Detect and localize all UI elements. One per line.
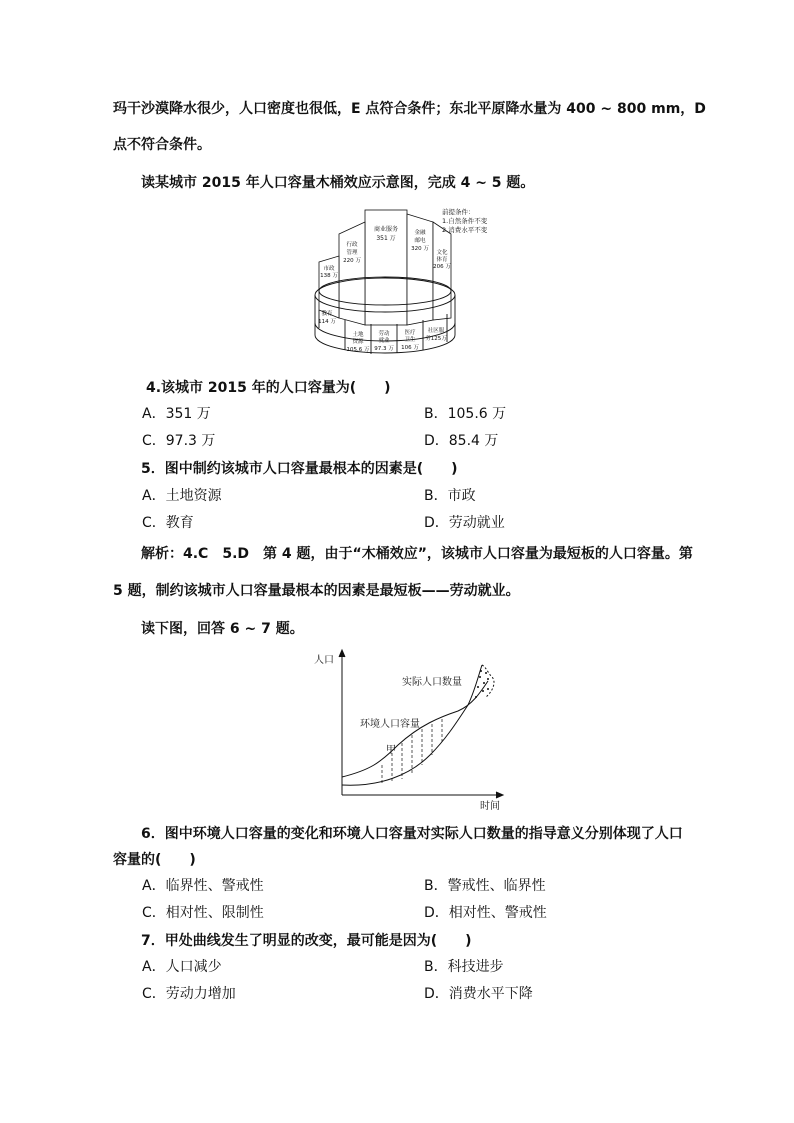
q5-option-d: D．劳动就业 [424, 515, 505, 531]
q6-option-b: B．警戒性、临界性 [424, 878, 546, 894]
q7-stem: 7．甲处曲线发生了明显的改变，最可能是因为( ) [141, 933, 472, 949]
svg-text:医疗: 医疗 [404, 330, 416, 336]
q5-option-b: B．市政 [424, 488, 476, 504]
stave-label-commerce: 商业服务 [373, 226, 399, 233]
stave-value-commerce: 351 万 [376, 235, 396, 242]
svg-text:就业: 就业 [378, 338, 390, 344]
stave-value-admin: 220 万 [343, 258, 361, 264]
premise-title: 前提条件： [442, 208, 475, 216]
q4-stem: 4.该城市 2015 年的人口容量为( ) [146, 380, 391, 396]
analysis-line1: 解析：4.C 5.D 第 4 题，由于“木桶效应”，该城市人口容量为最短板的人口容量。第 [141, 546, 693, 562]
svg-text:卫生: 卫生 [404, 337, 416, 343]
q4-option-b: B．105.6 万 [424, 406, 507, 422]
actual-population-label: 实际人口数量 [402, 677, 462, 688]
q5-option-a: A．土地资源 [142, 488, 222, 504]
svg-text:劳动: 劳动 [378, 331, 390, 337]
svg-text:资源: 资源 [352, 339, 364, 345]
population-graph [310, 645, 520, 815]
svg-text:体育: 体育 [436, 257, 448, 263]
stave-value-medical: 106 万 [401, 345, 419, 351]
env-capacity-label: 环境人口容量 [360, 719, 420, 730]
q5-option-c: C．教育 [142, 515, 194, 531]
q7-option-a: A．人口减少 [142, 959, 222, 975]
q6-stem-line1: 6．图中环境人口容量的变化和环境人口容量对实际人口数量的指导意义分别体现了人口 [141, 826, 683, 842]
q7-option-d: D．消费水平下降 [424, 986, 533, 1002]
q4-option-d: D．85.4 万 [424, 433, 499, 449]
svg-text:管理: 管理 [346, 250, 358, 256]
stave-label-municipal: 市政 [323, 266, 335, 272]
jia-label: 甲 [386, 745, 396, 756]
q6-option-d: D．相对性、警戒性 [424, 905, 547, 921]
q7-option-c: C．劳动力增加 [142, 986, 236, 1002]
svg-text:行政: 行政 [346, 242, 358, 248]
stave-value-land: 105.6 万 [346, 347, 370, 353]
analysis-line2: 5 题，制约该城市人口容量最根本的因素是最短板——劳动就业。 [113, 583, 520, 599]
q6-option-c: C．相对性、限制性 [142, 905, 264, 921]
q5-stem: 5．图中制约该城市人口容量最根本的因素是( ) [141, 461, 458, 477]
svg-text:文化: 文化 [436, 250, 448, 256]
svg-text:土地: 土地 [352, 332, 364, 338]
svg-text:邮电: 邮电 [414, 238, 426, 244]
stave-value-finance: 320 万 [411, 246, 429, 252]
svg-text:社区服: 社区服 [427, 328, 445, 334]
svg-text:金融: 金融 [414, 230, 426, 236]
stave-value-culture: 206 万 [433, 264, 451, 270]
q4-option-c: C．97.3 万 [142, 433, 216, 449]
q6-option-a: A．临界性、警戒性 [142, 878, 264, 894]
intro-q6-7: 读下图，回答 6 ~ 7 题。 [141, 621, 304, 637]
q7-option-b: B．科技进步 [424, 959, 504, 975]
q6-stem-line2: 容量的( ) [113, 852, 196, 868]
x-axis-label: 时间 [480, 801, 500, 812]
q4-option-a: A．351 万 [142, 406, 211, 422]
stave-value-labor: 97.3 万 [374, 346, 394, 352]
premise-2: 2.消费水平不变 [442, 226, 488, 234]
stave-value-municipal: 138 万 [320, 273, 338, 279]
svg-text:务125万: 务125万 [425, 336, 447, 342]
barrel-diagram [305, 200, 520, 370]
stave-label-education: 教育 [321, 311, 333, 317]
para1-line1: 玛干沙漠降水很少，人口密度也很低，E 点符合条件；东北平原降水量为 400 ~ 800 mm，D [113, 101, 706, 117]
premise-1: 1.自然条件不变 [442, 217, 488, 225]
stave-value-education: 114 万 [318, 319, 336, 325]
intro-q4-5: 读某城市 2015 年人口容量木桶效应示意图，完成 4 ~ 5 题。 [141, 175, 535, 191]
y-axis-label: 人口 [314, 655, 334, 666]
para1-line2: 点不符合条件。 [113, 137, 211, 153]
